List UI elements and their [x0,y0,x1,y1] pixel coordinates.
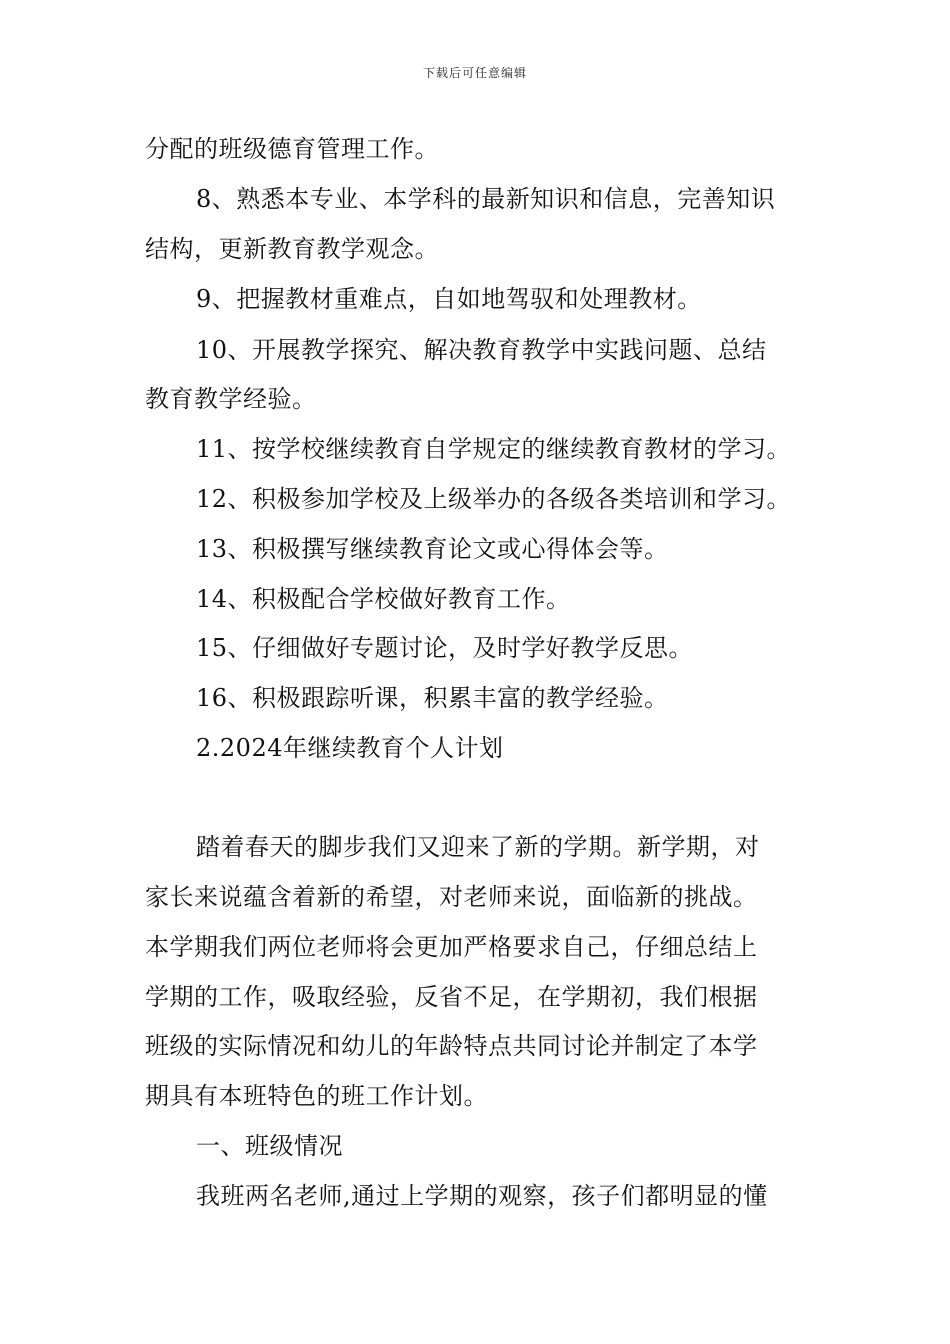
text-line: 本学期我们两位老师将会更加严格要求自己，仔细总结上 [145,933,758,961]
text-line: 13、积极撰写继续教育论文或心得体会等。 [196,535,669,563]
text-line: 8、熟悉本专业、本学科的最新知识和信息，完善知识 [196,185,776,213]
text-line: 踏着春天的脚步我们又迎来了新的学期。新学期，对 [196,833,760,861]
text-line: 结构，更新教育教学观念。 [145,235,439,263]
page-header: 下载后可任意编辑 [422,66,527,80]
text-line: 学期的工作，吸取经验，反省不足，在学期初，我们根据 [145,983,758,1011]
text-line: 分配的班级德育管理工作。 [145,135,439,163]
text-line: 班级的实际情况和幼儿的年龄特点共同讨论并制定了本学 [145,1032,758,1060]
text-line: 10、开展教学探究、解决教育教学中实践问题、总结 [196,336,767,364]
text-line: 14、积极配合学校做好教育工作。 [196,585,571,613]
section-heading: 2.2024年继续教育个人计划 [196,734,504,762]
text-line: 16、积极跟踪听课，积累丰富的教学经验。 [196,684,669,712]
text-line: 家长来说蕴含着新的希望，对老师来说，面临新的挑战。 [145,883,758,911]
text-line: 11、按学校继续教育自学规定的继续教育教材的学习。 [196,435,792,463]
section-heading: 一、班级情况 [196,1132,343,1160]
text-line: 12、积极参加学校及上级举办的各级各类培训和学习。 [196,485,792,513]
text-line: 15、仔细做好专题讨论，及时学好教学反思。 [196,634,694,662]
text-line: 9、把握教材重难点，自如地驾驭和处理教材。 [196,285,702,313]
text-line: 教育教学经验。 [145,385,317,413]
text-line: 我班两名老师,通过上学期的观察，孩子们都明显的懂 [196,1182,768,1210]
text-line: 期具有本班特色的班工作计划。 [145,1082,488,1110]
